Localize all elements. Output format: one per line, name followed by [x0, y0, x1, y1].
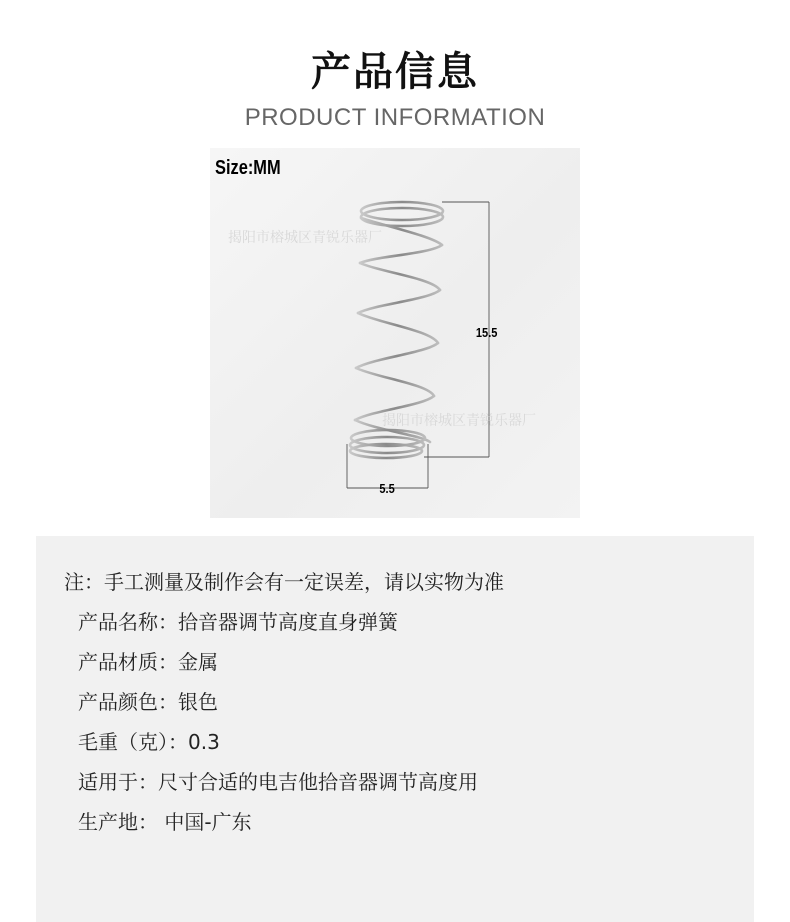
watermark-top: 揭阳市榕城区青锐乐器厂: [228, 230, 382, 246]
product-photo: [210, 148, 580, 518]
product-material-line: 产品材质：金属: [78, 650, 218, 674]
product-info-panel: [36, 536, 754, 922]
height-dimension: 15.5: [475, 325, 498, 340]
product-color-line: 产品颜色：银色: [78, 690, 218, 714]
note-disclaimer: 注：手工测量及制作会有一定误差，请以实物为准: [64, 570, 504, 594]
spring-drawing: [210, 148, 580, 518]
width-dimension: 5.5: [379, 481, 395, 496]
product-name-line: 产品名称：拾音器调节高度直身弹簧: [78, 610, 398, 634]
gross-weight-line: 毛重（克）：0.3: [78, 730, 220, 754]
watermark-bottom: 揭阳市榕城区青锐乐器厂: [382, 413, 536, 429]
origin-line: 生产地： 中国-广东: [78, 810, 252, 834]
page-title: 产品信息: [311, 49, 479, 95]
page-subtitle: PRODUCT INFORMATION: [244, 104, 546, 131]
applicable-use-line: 适用于：尺寸合适的电吉他拾音器调节高度用: [78, 770, 478, 794]
size-unit-label: Size:MM: [215, 157, 281, 179]
